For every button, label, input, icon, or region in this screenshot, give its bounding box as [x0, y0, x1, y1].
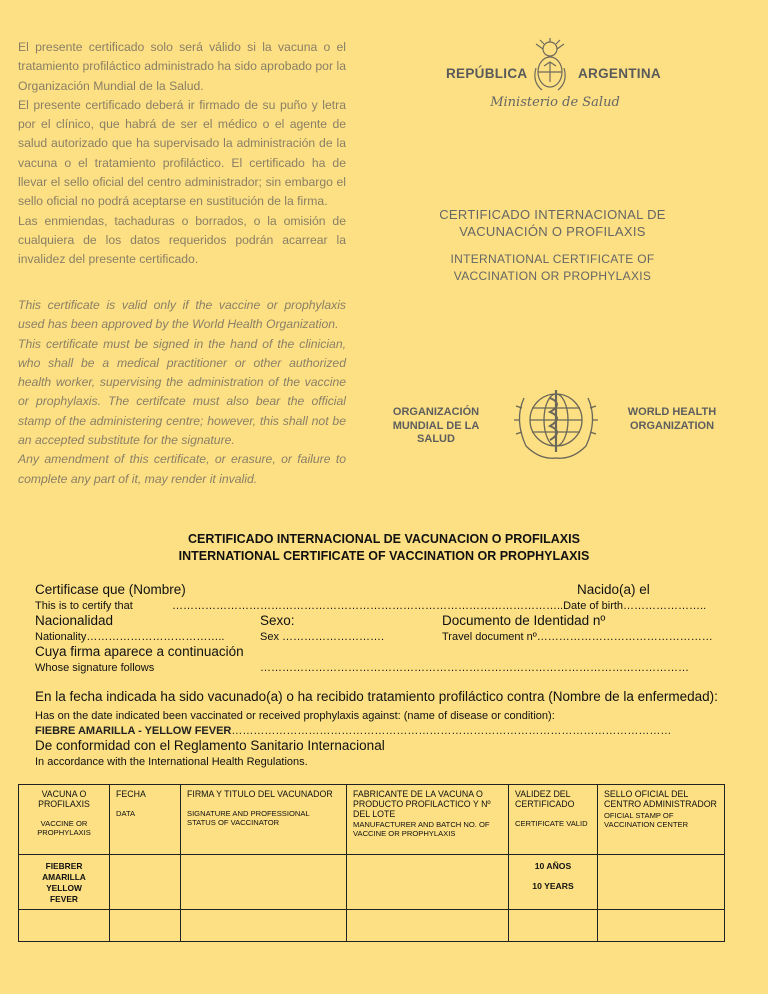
validity-cell[interactable] [509, 910, 598, 942]
name-label-es: Certificase que (Nombre) [35, 582, 186, 597]
table-row [19, 910, 725, 942]
who-label-es [380, 406, 492, 447]
cert-title-en-line: VACCINATION OR PROPHYLAXIS [453, 268, 652, 283]
table-header-cell [509, 785, 598, 855]
regulation-label-es: De conformidad con el Reglamento Sanitario Internacional [35, 738, 385, 753]
notice-spanish [18, 38, 346, 270]
vaccine-cell: FIEBRER AMARILLA YELLOW FEVER [19, 855, 110, 910]
who-emblem-icon [510, 384, 602, 464]
signature-cell[interactable] [181, 855, 347, 910]
notice-es-paragraph: El presente certificado solo será válido si la vacuna o el tratamiento profiláctico administrado ha sido aprobado por la Organización Mundial de la Salud. [18, 40, 346, 93]
date-cell[interactable] [110, 855, 181, 910]
table-header-cell [181, 785, 347, 855]
disease-value: FIEBRE AMARILLA - YELLOW FEVER [35, 725, 232, 737]
republica-label: REPÚBLICA [446, 66, 528, 81]
header-en: MANUFACTURER AND BATCH NO. OF VACCINE OR PROPHYLAXIS [353, 820, 490, 838]
document-label-es: Documento de Identidad nº [442, 613, 606, 628]
manufacturer-cell[interactable] [347, 855, 509, 910]
cert-title-en [410, 251, 695, 284]
notice-es-paragraph: Las enmiendas, tachaduras o borrados, o la omisión de cualquiera de los datos requeridos podrán acarrear la invalidez del presente certificado. [18, 213, 346, 267]
header-en: SIGNATURE AND PROFESSIONAL STATUS OF VACCINATOR [187, 809, 310, 827]
name-field[interactable]: ……………………………………………………………………………………………..Date of birth………………….. [172, 600, 707, 612]
validity-en: 10 YEARS [532, 881, 574, 891]
notice-es-paragraph: El presente certificado deberá ir firmado de su puño y letra por el clínico, que habrá de ser el médico o el agente de salud autorizado que ha supervisado la administración de la vacuna o el tratamiento profiláctico. El certificado ha de llevar el sello oficial del centro administrador; sin embargo el sello oficial no podrá aceptarse en sustitución de la firma. [18, 97, 346, 209]
disease-line [35, 725, 727, 737]
sex-field[interactable]: Sex ………………………. [260, 631, 385, 643]
header-es: VALIDEZ DEL CERTIFICADO [515, 789, 575, 809]
table-row [19, 855, 725, 910]
header-es: FIRMA Y TITULO DEL VACUNADOR [187, 789, 333, 799]
notice-en-paragraph: This certificate is valid only if the vaccine or prophylaxis used has been approved by the World Health Organization. [18, 298, 346, 332]
notice-en-paragraph: Any amendment of this certificate, or erasure, or failure to complete any part of it, may render it invalid. [18, 452, 346, 486]
argentina-label: ARGENTINA [578, 66, 661, 81]
disease-dots: ………………………………………………………………………………………………………… [231, 725, 672, 737]
header-en: VACCINE OR PROPHYLAXIS [37, 819, 91, 837]
who-en-line: WORLD HEALTH [627, 406, 717, 418]
who-en-line: ORGANIZATION [629, 419, 715, 432]
cert-title-es-line: CERTIFICADO INTERNACIONAL DE [439, 207, 666, 222]
sex-label-es: Sexo: [260, 613, 295, 628]
ministerio-label: Ministerio de Salud [490, 95, 620, 110]
signature-label-es: Cuya firma aparece a continuación [35, 644, 244, 659]
header-en: CERTIFICATE VALID [515, 819, 588, 828]
who-label-en [612, 406, 732, 433]
argentina-coat-of-arms-icon [530, 38, 570, 96]
header-en: DATA [116, 809, 136, 818]
cert-title-es-line: VACUNACIÓN O PROFILAXIS [459, 223, 646, 239]
signature-cell[interactable] [181, 910, 347, 942]
born-label-es: Nacido(a) el [577, 582, 650, 597]
header-en: OFICIAL STAMP OF VACCINATION CENTER [604, 811, 689, 829]
table-header-cell [347, 785, 509, 855]
document-field[interactable]: Travel document nº………………………………………… [442, 631, 713, 643]
table-header-cell [598, 785, 725, 855]
stamp-cell[interactable] [598, 910, 725, 942]
signature-field[interactable]: ……………………………………………………………………………………………………… [260, 662, 689, 674]
table-header-row [19, 785, 725, 855]
validity-cell [509, 855, 598, 910]
regulation-label-en: In accordance with the International Health Regulations. [35, 756, 308, 768]
who-es-line: MUNDIAL DE LA [392, 419, 480, 432]
form-title-en: INTERNATIONAL CERTIFICATE OF VACCINATION OR PROPHYLAXIS [178, 549, 590, 563]
nationality-label-es: Nacionalidad [35, 613, 114, 628]
signature-label-en: Whose signature follows [35, 662, 155, 674]
stamp-cell[interactable] [598, 855, 725, 910]
nationality-field[interactable]: Nationality……………………………….. [35, 631, 225, 643]
vaccinated-label-es: En la fecha indicada ha sido vacunado(a) o ha recibido tratamiento profiláctico contra (Nombre de la enfermedad): [35, 689, 718, 704]
notice-english [18, 296, 346, 489]
who-es-line: ORGANIZACIÓN [392, 406, 480, 418]
manufacturer-cell[interactable] [347, 910, 509, 942]
cert-title-es [410, 207, 695, 240]
table-header-cell [110, 785, 181, 855]
vaccinated-label-en: Has on the date indicated been vaccinated or received prophylaxis against: (name of disease or condition): [35, 710, 555, 722]
header-es: VACUNA O PROFILAXIS [38, 789, 90, 809]
vaccine-cell[interactable] [19, 910, 110, 942]
vaccination-table [18, 784, 725, 942]
validity-es: 10 AÑOS [534, 861, 572, 871]
date-cell[interactable] [110, 910, 181, 942]
table-header-cell [19, 785, 110, 855]
header-es: SELLO OFICIAL DEL CENTRO ADMINISTRADOR [604, 789, 717, 809]
cert-title-en-line: INTERNATIONAL CERTIFICATE OF [450, 252, 655, 266]
form-title-es: CERTIFICADO INTERNACIONAL DE VACUNACION O PROFILAXIS [188, 532, 580, 546]
header-es: FABRICANTE DE LA VACUNA O PRODUCTO PROFILACTICO Y Nº DEL LOTE [353, 789, 491, 819]
header-es: FECHA [116, 789, 146, 799]
name-label-en: This is to certify that [35, 600, 133, 612]
who-es-line: SALUD [417, 433, 455, 445]
notice-en-paragraph: This certificate must be signed in the hand of the clinician, who shall be a medical practitioner or other authorized health worker, supervising the administration of the vaccine or prophylaxis. The certifcate must also bear the official stamp of the administering centre; however, this shall not be an accepted substitute for the signature. [18, 336, 346, 448]
